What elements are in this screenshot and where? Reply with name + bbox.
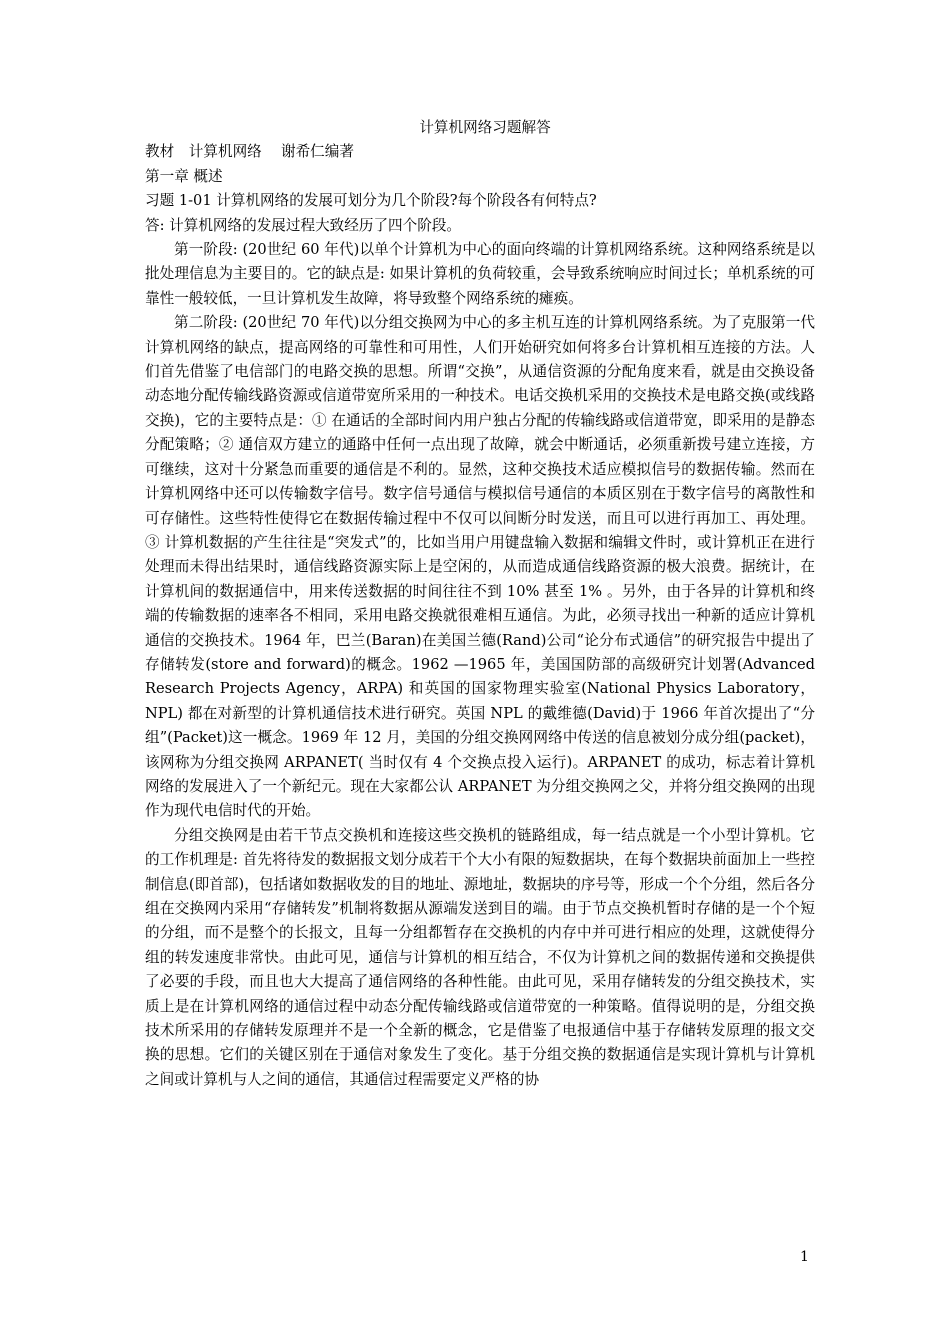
answer-intro: 答: 计算机网络的发展过程大致经历了四个阶段。 — [145, 216, 462, 234]
chapter-heading: 第一章 概述 — [145, 167, 223, 185]
textbook-info: 教材 计算机网络 谢希仁编著 — [145, 143, 354, 161]
paragraph-packet-switching: 分组交换网是由若干节点交换机和连接这些交换机的链路组成，每一结点就是一个小型计算机。它的工作机理是: 首先将待发的数据报文划分成若干个大小有限的短数据块，在每个数据块前面加上一些控制信息(即首部)，包括诸如数据收发的目的地址、源地址，数据块的序号等，形成一个个分组，然后各分组在交换网内采用“存储转发”机制将数据从源端发送到目的端。由于节点交换机暂时存储的是一个个短的分组，而不是整个的长报文，且每一分组都暂存在交换机的内存中并可进行相应的处理，这就使得分组的转发速度非常快。由此可见，通信与计算机的相互结合，不仅为计算机之间的数据传递和交换提供了必要的手段，而且也大大提高了通信网络的各种性能。由此可见，采用存储转发的分组交换技术，实质上是在计算机网络的通信过程中动态分配传输线路或信道带宽的一种策略。值得说明的是，分组交换技术所采用的存储转发原理并不是一个全新的概念，它是借鉴了电报通信中基于存储转发原理的报文交换的思想。它们的关键区别在于通信对象发生了变化。基于分组交换的数据通信是实现计算机与计算机之间或计算机与人之间的通信，其通信过程需要定义严格的协 — [145, 826, 815, 1088]
document-body — [145, 116, 815, 1092]
page-number: 1 — [800, 1249, 809, 1265]
paragraph-stage-two: 第二阶段: (20世纪 70 年代)以分组交换网为中心的多主机互连的计算机网络系统。为了克服第一代计算机网络的缺点，提高网络的可靠性和可用性，人们开始研究如何将多台计算机相互连接的方法。人们首先借鉴了电信部门的电路交换的思想。所谓“交换”，从通信资源的分配角度来看，就是由交换设备动态地分配传输线路资源或信道带宽所采用的一种技术。电话交换机采用的交换技术是电路交换(或线路交换)，它的主要特点是：① 在通话的全部时间内用户独占分配的传输线路或信道带宽，即采用的是静态分配策略；② 通信双方建立的通路中任何一点出现了故障，就会中断通话，必须重新拨号建立连接，方可继续，这对十分紧急而重要的通信是不利的。显然，这种交换技术适应模拟信号的数据传输。然而在计算机网络中还可以传输数字信号。数字信号通信与模拟信号通信的本质区别在于数字信号的离散性和可存储性。这些特性使得它在数据传输过程中不仅可以间断分时发送，而且可以进行再加工、再处理。 ③ 计算机数据的产生往往是“突发式”的，比如当用户用键盘输入数据和编辑文件时，或计算机正在进行处理而未得出结果时，通信线路资源实际上是空闲的，从而造成通信线路资源的极大浪费。据统计，在计算机间的数据通信中，用来传送数据的时间往往不到 10% 甚至 1% 。另外，由于各异的计算机和终端的传输数据的速率各不相同，采用电路交换就很难相互通信。为此，必须寻找出一种新的适应计算机通信的交换技术。1964 年，巴兰(Baran)在美国兰德(Rand)公司“论分布式通信”的研究报告中提出了存储转发(store and forward)的概念。1962 —1965 年，美国国防部的高级研究计划署(Advanced Research Projects Agency，ARPA) 和英国的国家物理实验室(National Physics Laboratory，NPL) 都在对新型的计算机通信技术进行研究。英国 NPL 的戴维德(David)于 1966 年首次提出了“分组”(Packet)这一概念。1969 年 12 月，美国的分组交换网网络中传送的信息被划分成分组(packet)，该网称为分组交换网 ARPANET( 当时仅有 4 个交换点投入运行)。ARPANET 的成功，标志着计算机网络的发展进入了一个新纪元。现在大家都公认 ARPANET 为分组交换网之父，并将分组交换网的出现作为现代电信时代的开始。 — [145, 314, 815, 820]
document-title: 计算机网络习题解答 — [419, 119, 551, 136]
paragraph-stage-one: 第一阶段: (20世纪 60 年代)以单个计算机为中心的面向终端的计算机网络系统。这种网络系统是以批处理信息为主要目的。它的缺点是: 如果计算机的负荷较重，会导致系统响应时间过长；单机系统的可靠性一般较低，一旦计算机发生故障，将导致整个网络系统的瘫痪。 — [145, 241, 815, 307]
question-text: 习题 1-01 计算机网络的发展可划分为几个阶段?每个阶段各有何特点? — [145, 192, 597, 210]
